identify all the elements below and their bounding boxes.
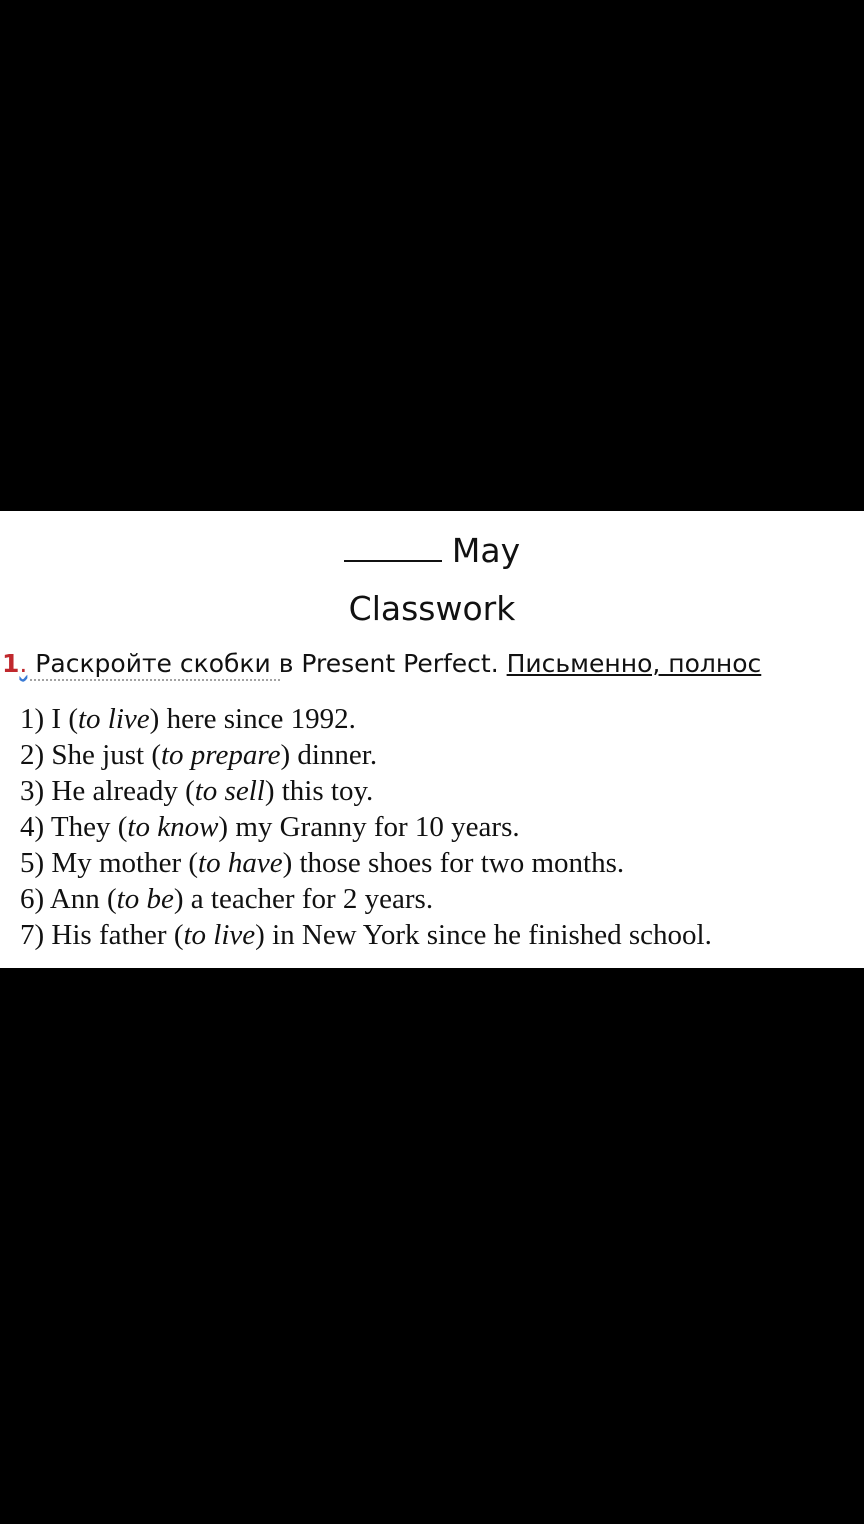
exercise-text-after: ) this toy.	[264, 775, 374, 807]
exercise-text-before: I (	[51, 703, 78, 735]
exercise-item	[20, 773, 712, 809]
exercise-text-after: ) in New York since he finished school.	[255, 919, 712, 951]
instruction-text: Раскройте скобки в Present Perfect.	[27, 649, 507, 678]
exercise-number: 7)	[20, 919, 52, 951]
exercise-number: 4)	[20, 811, 51, 843]
exercise-text-after: ) here since 1992.	[149, 703, 356, 735]
exercise-item	[20, 917, 712, 953]
exercise-item	[20, 701, 712, 737]
task-number-dot: .	[19, 649, 28, 678]
exercise-number: 2)	[20, 739, 52, 771]
exercise-item	[20, 845, 712, 881]
exercise-text-before: She just (	[51, 739, 161, 771]
exercise-verb: to have	[198, 847, 283, 879]
black-band-bottom	[0, 968, 864, 1524]
month-label: May	[451, 531, 521, 570]
exercise-number: 6)	[20, 883, 50, 915]
exercise-text-before: His father (	[51, 919, 184, 951]
exercise-text-after: ) a teacher for 2 years.	[173, 883, 434, 915]
exercise-text-after: ) dinner.	[280, 739, 378, 771]
exercise-text-after: ) those shoes for two months.	[282, 847, 625, 879]
exercise-text-before: They (	[50, 811, 128, 843]
task-instruction	[2, 648, 864, 680]
exercise-verb: to sell	[194, 775, 265, 807]
exercise-item	[20, 737, 712, 773]
exercise-verb: to know	[127, 811, 219, 843]
exercise-text-before: He already (	[51, 775, 195, 807]
exercise-item	[20, 881, 712, 917]
exercise-number: 3)	[20, 775, 52, 807]
exercise-verb: to be	[116, 883, 174, 915]
page-title: Classwork	[348, 589, 516, 628]
date-blank	[344, 532, 442, 562]
worksheet	[0, 511, 864, 968]
date-line	[0, 531, 864, 571]
exercise-number: 1)	[20, 703, 52, 735]
exercise-item	[20, 809, 712, 845]
task-number: 1	[2, 649, 20, 678]
exercise-verb: to live	[78, 703, 150, 735]
exercise-text-after: ) my Granny for 10 years.	[218, 811, 520, 843]
exercise-text-before: Ann (	[49, 883, 117, 915]
instruction-underlined-text: Письменно, полнос	[506, 649, 762, 678]
exercise-verb: to prepare	[160, 739, 281, 771]
exercise-verb: to live	[183, 919, 256, 951]
exercise-number: 5)	[20, 847, 52, 879]
cropped-text-remnant	[30, 679, 280, 687]
black-band-top	[0, 0, 864, 511]
exercise-list	[20, 701, 712, 953]
exercise-text-before: My mother (	[51, 847, 199, 879]
